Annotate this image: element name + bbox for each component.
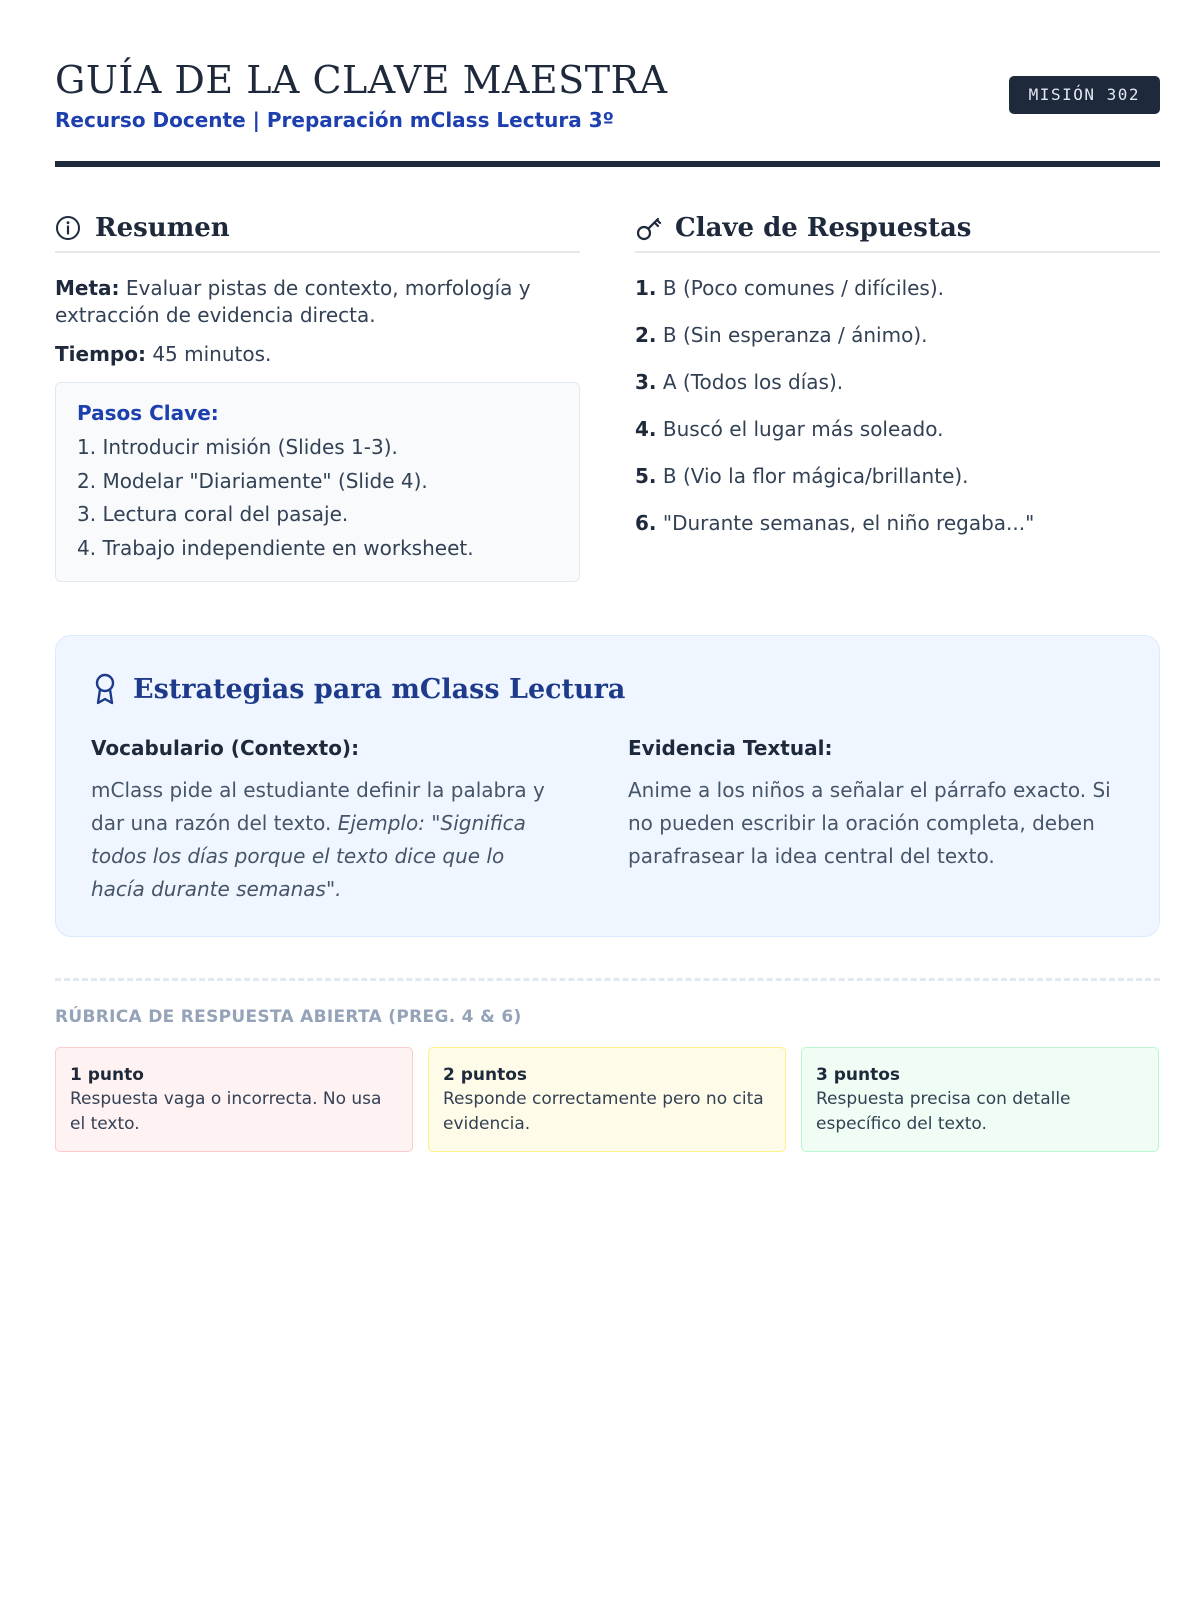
answer-text: B (Vio la flor mágica/brillante).	[656, 464, 969, 488]
top-columns	[55, 205, 1160, 605]
rubric-cards	[55, 1047, 1160, 1152]
answer-item	[635, 510, 1160, 537]
evidence-strategy	[628, 736, 1123, 873]
vocabulary-body: mClass pide al estudiante definir la palabra y dar una razón del texto.	[91, 778, 545, 835]
meta-text: Evaluar pistas de contexto, morfología y extracción de evidencia directa.	[55, 276, 531, 327]
rubric-title: RÚBRICA DE RESPUESTA ABIERTA (PREG. 4 & 6)	[55, 1007, 522, 1027]
vocabulary-strategy	[91, 736, 553, 906]
key-step: 3. Lectura coral del pasaje.	[77, 502, 349, 526]
rubric-description: Respuesta precisa con detalle específico del texto.	[816, 1089, 1071, 1134]
answer-number: 5.	[635, 464, 657, 488]
key-icon	[635, 214, 663, 242]
answer-item	[635, 463, 1160, 490]
time-label: Tiempo:	[55, 342, 146, 366]
answer-key-heading: Clave de Respuestas	[675, 213, 972, 243]
meta-label: Meta:	[55, 276, 120, 300]
answer-item	[635, 275, 1160, 302]
answer-text: A (Todos los días).	[656, 370, 844, 394]
page-title: GUÍA DE LA CLAVE MAESTRA	[55, 58, 668, 102]
key-step: 2. Modelar "Diariamente" (Slide 4).	[77, 468, 428, 493]
answer-text: "Durante semanas, el niño regaba..."	[656, 511, 1035, 535]
meta-line	[55, 275, 580, 329]
answer-text: B (Sin esperanza / ánimo).	[656, 323, 928, 347]
time-text: 45 minutos.	[145, 342, 272, 366]
key-step: 4. Trabajo independiente en worksheet.	[77, 535, 474, 560]
answer-key-section	[635, 205, 1160, 557]
time-line	[55, 341, 580, 368]
vocabulary-text	[91, 774, 553, 906]
rubric-description: Respuesta vaga o incorrecta. No usa el texto.	[70, 1089, 382, 1134]
summary-heading: Resumen	[95, 213, 230, 243]
answer-number: 4.	[635, 417, 657, 441]
page	[55, 0, 1160, 1134]
key-steps-box	[55, 382, 580, 582]
rubric-card-3	[801, 1047, 1159, 1152]
evidence-title: Evidencia Textual:	[628, 736, 833, 760]
rubric-card-1	[55, 1047, 413, 1152]
rubric-description: Responde correctamente pero no cita evidencia.	[443, 1089, 764, 1134]
answer-item	[635, 369, 1160, 396]
summary-section	[55, 205, 580, 582]
answer-number: 3.	[635, 370, 657, 394]
summary-header	[55, 205, 580, 253]
answer-item	[635, 322, 1160, 349]
info-icon	[55, 214, 83, 242]
strategies-header	[91, 672, 625, 706]
mission-badge: MISIÓN 302	[1009, 76, 1160, 114]
answer-text: Buscó el lugar más soleado.	[656, 417, 944, 441]
header	[55, 0, 1160, 168]
page-subtitle: Recurso Docente | Preparación mClass Lectura 3º	[55, 108, 614, 132]
answer-number: 2.	[635, 323, 657, 347]
rubric-points: 3 puntos	[816, 1065, 901, 1085]
strategies-heading: Estrategias para mClass Lectura	[133, 673, 626, 705]
key-steps-title: Pasos Clave:	[77, 401, 219, 425]
header-divider	[55, 161, 1160, 167]
dashed-divider	[55, 978, 1160, 981]
answer-key-header	[635, 205, 1160, 253]
rubric-card-2	[428, 1047, 786, 1152]
rubric-points: 2 puntos	[443, 1065, 528, 1085]
evidence-text: Anime a los niños a señalar el párrafo exacto. Si no pueden escribir la oración completa, deben parafrasear la idea central del texto.	[628, 778, 1111, 868]
vocabulary-title: Vocabulario (Contexto):	[91, 736, 360, 760]
strategies-panel	[55, 635, 1160, 937]
answer-list	[635, 275, 1160, 537]
rubric-points: 1 punto	[70, 1065, 144, 1085]
answer-number: 1.	[635, 276, 657, 300]
vocabulary-example: Ejemplo: "Significa todos los días porque el texto dice que lo hacía durante semanas".	[91, 811, 526, 901]
answer-number: 6.	[635, 511, 657, 535]
answer-text: B (Poco comunes / difíciles).	[656, 276, 945, 300]
key-step: 1. Introducir misión (Slides 1-3).	[77, 435, 398, 459]
answer-item	[635, 416, 1160, 443]
award-icon	[91, 672, 119, 706]
